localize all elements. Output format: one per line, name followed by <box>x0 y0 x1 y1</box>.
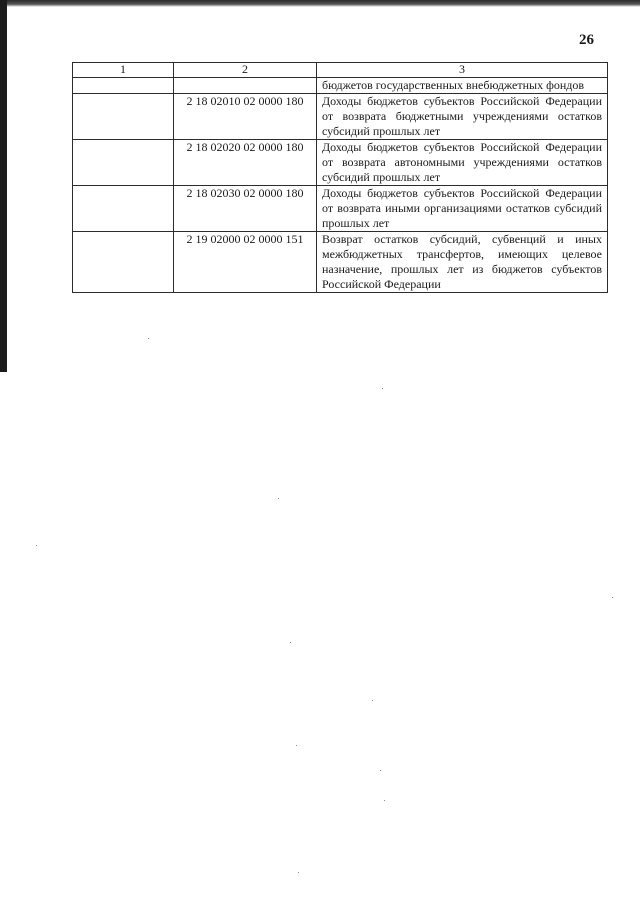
scan-speck <box>612 597 613 598</box>
row-cell-1 <box>73 78 174 94</box>
page-number: 26 <box>579 32 594 48</box>
row-code: 2 18 02030 02 0000 180 <box>174 186 317 232</box>
table-header-row <box>73 63 608 78</box>
row-description: Возврат остатков субсидий, субвенций и иных межбюджетных трансфертов, имеющих целевое назначение, прошлых лет из бюджетов субъектов Российской Федерации <box>317 232 608 293</box>
row-code <box>174 78 317 94</box>
scan-speck <box>278 498 279 499</box>
row-code: 2 18 02020 02 0000 180 <box>174 140 317 186</box>
row-code: 2 18 02010 02 0000 180 <box>174 94 317 140</box>
row-cell-1 <box>73 140 174 186</box>
scan-edge-top <box>0 0 640 7</box>
row-description: Доходы бюджетов субъектов Российской Федерации от возврата иными организациями остатков субсидий прошлых лет <box>317 186 608 232</box>
scan-speck <box>36 545 37 546</box>
row-description: Доходы бюджетов субъектов Российской Федерации от возврата бюджетными учреждениями остатков субсидий прошлых лет <box>317 94 608 140</box>
header-column-1: 1 <box>73 63 174 78</box>
header-column-3: 3 <box>317 63 608 78</box>
header-column-2: 2 <box>174 63 317 78</box>
scan-speck <box>382 388 383 389</box>
budget-code-table <box>72 62 608 293</box>
table-row <box>73 140 608 186</box>
row-description: бюджетов государственных внебюджетных фондов <box>317 78 608 94</box>
row-description: Доходы бюджетов субъектов Российской Федерации от возврата автономными учреждениями остатков субсидий прошлых лет <box>317 140 608 186</box>
scan-speck <box>148 338 149 339</box>
scan-speck <box>380 770 381 771</box>
row-cell-1 <box>73 186 174 232</box>
scan-speck <box>372 700 373 701</box>
table-row <box>73 94 608 140</box>
table-row <box>73 78 608 94</box>
scan-edge-left <box>0 0 7 372</box>
row-code: 2 19 02000 02 0000 151 <box>174 232 317 293</box>
scan-speck <box>384 800 385 801</box>
scan-speck <box>296 745 297 746</box>
scan-speck <box>290 642 291 643</box>
scan-speck <box>298 872 299 873</box>
table-row <box>73 186 608 232</box>
table-row <box>73 232 608 293</box>
row-cell-1 <box>73 94 174 140</box>
row-cell-1 <box>73 232 174 293</box>
